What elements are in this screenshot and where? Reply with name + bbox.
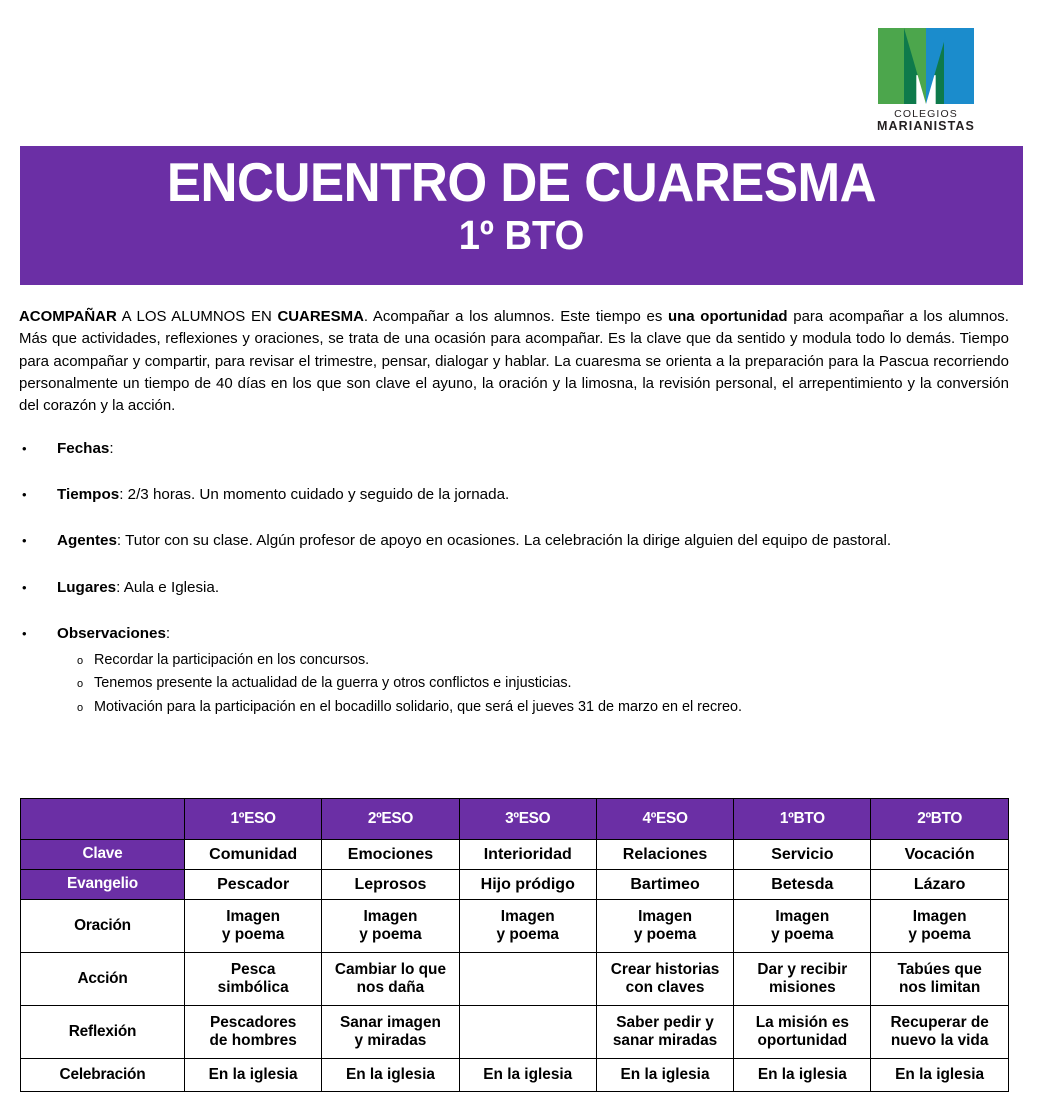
- table-cell: Relaciones: [596, 840, 733, 870]
- table-row: [21, 840, 1009, 870]
- bullet-list: [19, 438, 1024, 719]
- list-item-label: Agentes: [57, 532, 117, 550]
- table-cell: Crear historias con claves: [596, 953, 733, 1006]
- table-cell: La misión es oportunidad: [734, 1006, 871, 1059]
- table-cell: En la iglesia: [322, 1059, 459, 1092]
- table-row: [21, 1059, 1009, 1092]
- column-header-2bto: 2ºBTO: [871, 799, 1008, 840]
- table-cell: En la iglesia: [459, 1059, 596, 1092]
- table-body: [21, 840, 1009, 1092]
- column-header-2eso: 2ºESO: [322, 799, 459, 840]
- table-cell: Tabúes que nos limitan: [871, 953, 1008, 1006]
- list-item-label: Fechas: [57, 439, 110, 457]
- row-label-accion: Acción: [21, 953, 185, 1006]
- sub-list-item-text: Recordar la participación en los concursos.: [94, 652, 370, 669]
- table-cell-empty: [459, 1006, 596, 1059]
- observations-item: [19, 623, 1024, 719]
- observations-rest: :: [165, 624, 171, 642]
- table-cell: Cambiar lo que nos daña: [322, 953, 459, 1006]
- sub-list-item: [57, 672, 1024, 695]
- marianistas-m-icon: [874, 28, 978, 104]
- title-banner: [20, 146, 1023, 285]
- row-label-evangelio: Evangelio: [21, 870, 185, 900]
- page-subtitle: 1º BTO: [458, 212, 585, 259]
- table-row: [21, 870, 1009, 900]
- intro-plain-3: para acompañar a los alumnos. Más que actividades, reflexiones y oraciones, se trata de una ocasión para acompañar. Es la clave que da sentido y modula todo lo demás. Tiempo para acompañar y compartir, para revisar el trimestre, pensar, dialogar y hablar. La cuaresma se orienta a la preparación para la Pascua recorriendo personalmente un tiempo de 40 días en los que son clave el ayuno, la oración y la limosna, la revisión personal, el arrepentimiento y la conversión del corazón y la acción.: [19, 308, 1009, 415]
- sub-list-item: [57, 649, 1024, 672]
- sub-list-item: [57, 696, 1024, 719]
- list-item-label: Lugares: [57, 578, 117, 596]
- table-cell: En la iglesia: [185, 1059, 322, 1092]
- column-header-1eso: 1ºESO: [185, 799, 322, 840]
- list-item: [19, 484, 1024, 505]
- logo: [866, 28, 986, 140]
- document-body: [19, 306, 1024, 719]
- list-item-text: [57, 484, 1024, 505]
- logo-text: [866, 109, 986, 133]
- table-cell: Dar y recibir misiones: [734, 953, 871, 1006]
- column-header-1bto: 1ºBTO: [734, 799, 871, 840]
- list-item: [19, 438, 1024, 459]
- table-corner-cell: [21, 799, 185, 840]
- table-cell: Servicio: [734, 840, 871, 870]
- table-cell: Interioridad: [459, 840, 596, 870]
- logo-line-2: MARIANISTAS: [877, 119, 975, 134]
- intro-bold-3: una oportunidad: [668, 308, 788, 325]
- table-cell: En la iglesia: [596, 1059, 733, 1092]
- table-cell: Betesda: [734, 870, 871, 900]
- list-item-rest: : Tutor con su clase. Algún profesor de apoyo en ocasiones. La celebración la dirige alguien del equipo de pastoral.: [116, 532, 892, 550]
- table-cell-empty: [459, 953, 596, 1006]
- table-cell: En la iglesia: [734, 1059, 871, 1092]
- intro-plain-2: . Acompañar a los alumnos. Este tiempo es: [363, 308, 669, 325]
- table-cell: En la iglesia: [871, 1059, 1008, 1092]
- observations-sublist: [57, 649, 1024, 719]
- table-row: [21, 1006, 1009, 1059]
- page-title: ENCUENTRO DE CUARESMA: [166, 151, 877, 213]
- list-item-label: Tiempos: [57, 486, 120, 503]
- table-cell: Bartimeo: [596, 870, 733, 900]
- list-item-rest: : 2/3 horas. Un momento cuidado y seguido de la jornada.: [119, 486, 510, 503]
- list-item-text: [57, 577, 1024, 598]
- bullet-icon: •: [22, 487, 27, 502]
- table-header-row: [21, 799, 1009, 840]
- table-cell: Sanar imagen y miradas: [322, 1006, 459, 1059]
- row-label-oracion: Oración: [21, 900, 185, 953]
- table-row: [21, 953, 1009, 1006]
- table-cell: Lázaro: [871, 870, 1008, 900]
- list-item: [19, 530, 1024, 551]
- table-cell: Imagen y poema: [185, 900, 322, 953]
- table-row: [21, 900, 1009, 953]
- bullet-icon: •: [22, 533, 27, 549]
- bullet-icon: •: [22, 440, 27, 456]
- table-cell: Emociones: [322, 840, 459, 870]
- table-cell: Imagen y poema: [459, 900, 596, 953]
- sub-list-item-text: Motivación para la participación en el bocadillo solidario, que será el jueves 31 de marzo en el recreo.: [94, 698, 742, 715]
- circle-bullet-icon: o: [77, 678, 84, 691]
- table-cell: Imagen y poema: [596, 900, 733, 953]
- intro-plain-1: A LOS ALUMNOS EN: [116, 308, 278, 325]
- column-header-3eso: 3ºESO: [459, 799, 596, 840]
- intro-paragraph: [19, 306, 1009, 418]
- list-item-rest: :: [109, 439, 114, 457]
- list-item-rest: : Aula e Iglesia.: [116, 578, 220, 596]
- table-cell: Pescadores de hombres: [185, 1006, 322, 1059]
- itinerary-table: [20, 798, 1009, 1092]
- row-label-clave: Clave: [21, 840, 185, 870]
- table-cell: Hijo pródigo: [459, 870, 596, 900]
- table-cell: Imagen y poema: [322, 900, 459, 953]
- observations-label: Observaciones: [57, 624, 166, 642]
- table-cell: Imagen y poema: [734, 900, 871, 953]
- table-cell: Imagen y poema: [871, 900, 1008, 953]
- circle-bullet-icon: o: [77, 655, 84, 668]
- table-cell: Pesca simbólica: [185, 953, 322, 1006]
- list-item: [19, 577, 1024, 598]
- bullet-icon: •: [22, 625, 27, 641]
- observations-heading: [57, 625, 170, 642]
- intro-bold-2: CUARESMA: [277, 308, 364, 325]
- table-cell: Leprosos: [322, 870, 459, 900]
- logo-line-1: COLEGIOS: [894, 108, 958, 120]
- table-cell: Recuperar de nuevo la vida: [871, 1006, 1008, 1059]
- bullet-icon: •: [22, 579, 27, 595]
- row-label-celebracion: Celebración: [21, 1059, 185, 1092]
- sub-list-item-text: Tenemos presente la actualidad de la guerra y otros conflictos e injusticias.: [94, 675, 572, 692]
- table-cell: Pescador: [185, 870, 322, 900]
- row-label-reflexion: Reflexión: [21, 1006, 185, 1059]
- list-item-text: [57, 530, 1024, 551]
- intro-bold-1: ACOMPAÑAR: [19, 308, 117, 325]
- table-cell: Saber pedir y sanar miradas: [596, 1006, 733, 1059]
- list-item-text: [57, 438, 1024, 459]
- table-cell: Comunidad: [185, 840, 322, 870]
- circle-bullet-icon: o: [77, 701, 84, 714]
- table-cell: Vocación: [871, 840, 1008, 870]
- column-header-4eso: 4ºESO: [596, 799, 733, 840]
